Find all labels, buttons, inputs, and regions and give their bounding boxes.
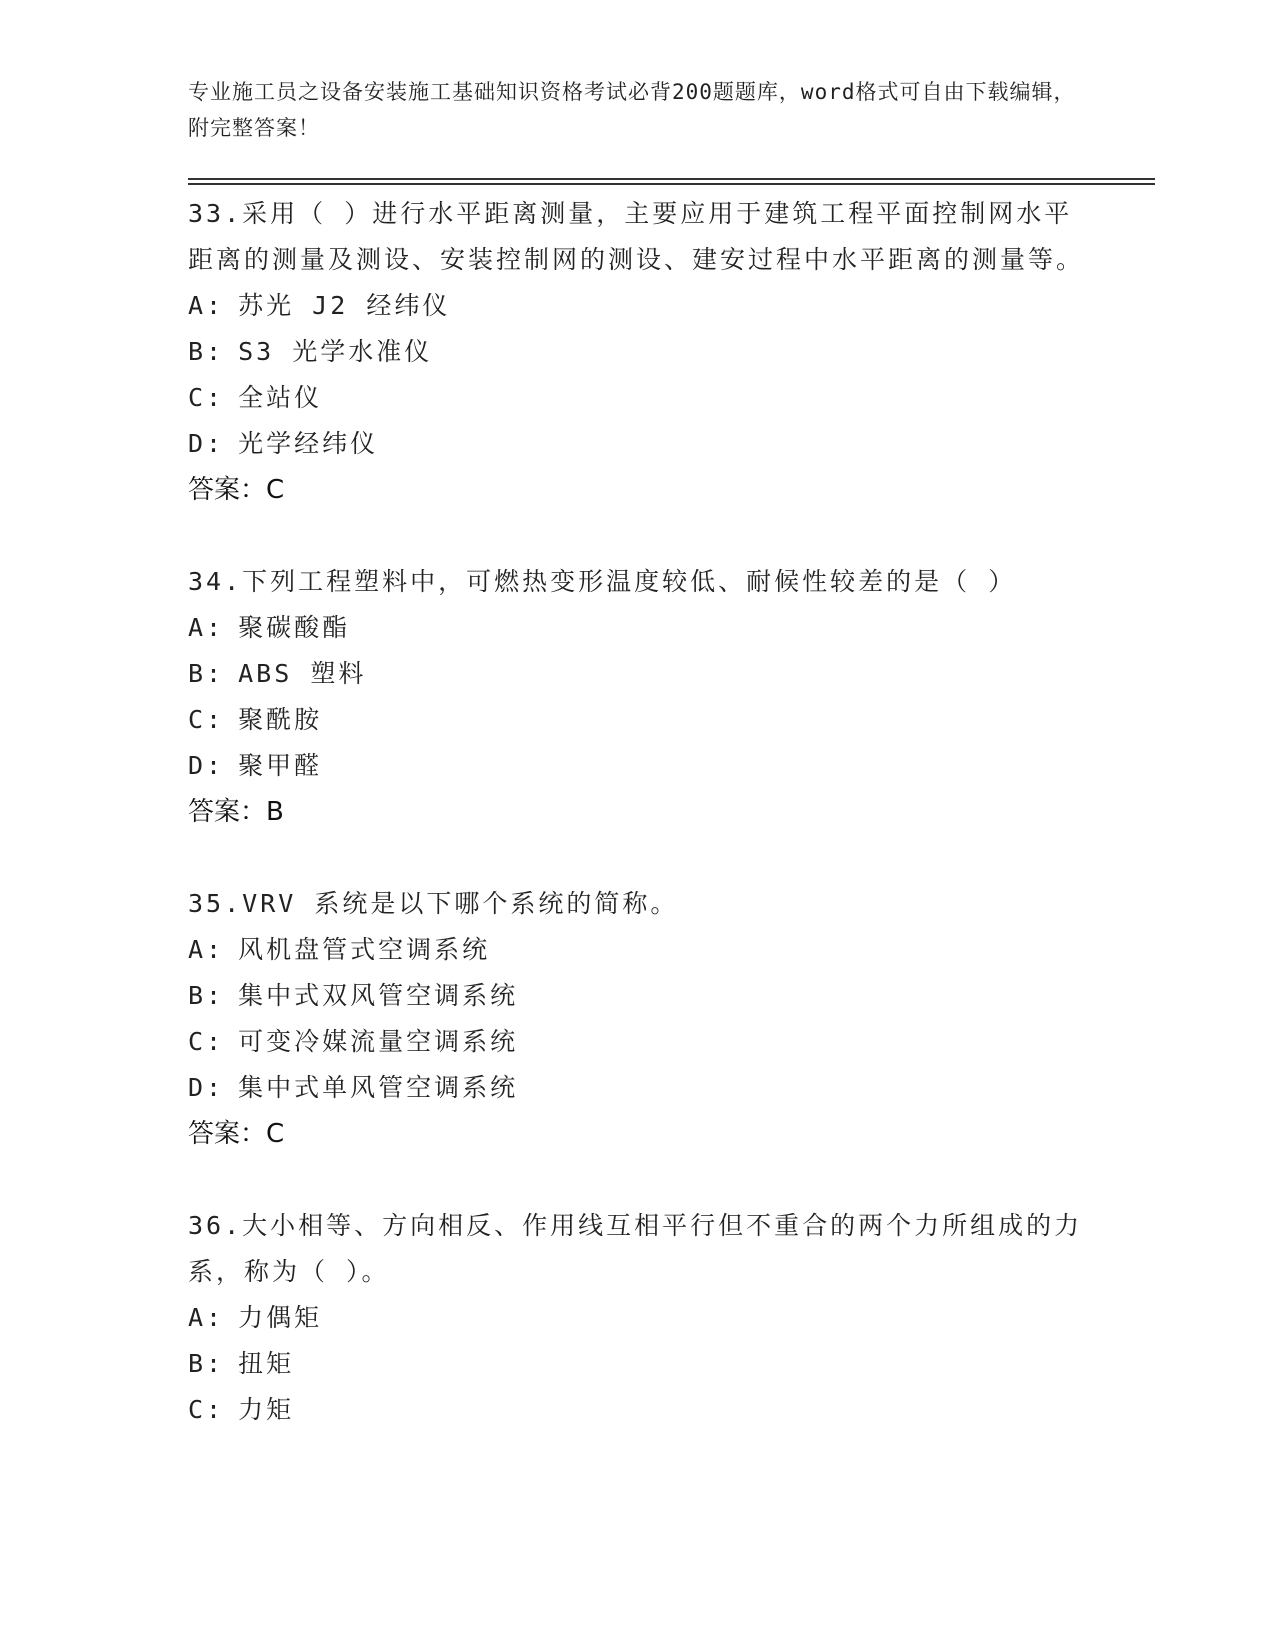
option-text: 苏光 J2 经纬仪 xyxy=(238,291,451,320)
option-c xyxy=(188,1019,1088,1065)
option-text: 集中式单风管空调系统 xyxy=(238,1073,519,1102)
option-a xyxy=(188,1295,1088,1341)
option-b xyxy=(188,651,1088,697)
option-text: 集中式双风管空调系统 xyxy=(238,981,519,1010)
question-36 xyxy=(188,1203,1088,1433)
option-letter: A: xyxy=(188,291,225,320)
question-stem: 34.下列工程塑料中，可燃热变形温度较低、耐候性较差的是（ ） xyxy=(188,567,1017,596)
option-letter: C: xyxy=(188,383,225,412)
question-list xyxy=(188,191,1088,1479)
option-letter: D: xyxy=(188,429,225,458)
option-text: 力偶矩 xyxy=(238,1303,323,1332)
option-letter: A: xyxy=(188,1303,225,1332)
document-header: 专业施工员之设备安装施工基础知识资格考试必背200题题库，word格式可自由下载编辑，附完整答案！ xyxy=(188,80,1076,140)
option-a xyxy=(188,283,1088,329)
option-text: 聚酰胺 xyxy=(238,705,323,734)
option-text: 光学经纬仪 xyxy=(238,429,379,458)
option-c xyxy=(188,375,1088,421)
option-c xyxy=(188,697,1088,743)
question-33 xyxy=(188,191,1088,513)
header-divider-top xyxy=(188,178,1155,180)
option-c xyxy=(188,1387,1088,1433)
question-35 xyxy=(188,881,1088,1157)
option-d xyxy=(188,743,1088,789)
question-34 xyxy=(188,559,1088,835)
option-text: 力矩 xyxy=(238,1395,295,1424)
option-text: 风机盘管式空调系统 xyxy=(238,935,491,964)
option-text: 扭矩 xyxy=(238,1349,295,1378)
option-letter: B: xyxy=(188,981,225,1010)
answer-line: 答案：C xyxy=(188,475,285,505)
option-letter: B: xyxy=(188,337,225,366)
option-letter: B: xyxy=(188,659,225,688)
option-letter: C: xyxy=(188,1395,225,1424)
option-b xyxy=(188,973,1088,1019)
option-letter: D: xyxy=(188,1073,225,1102)
option-letter: C: xyxy=(188,1027,225,1056)
option-letter: A: xyxy=(188,613,225,642)
option-letter: B: xyxy=(188,1349,225,1378)
option-letter: D: xyxy=(188,751,225,780)
option-b xyxy=(188,329,1088,375)
option-text: S3 光学水准仪 xyxy=(238,337,433,366)
answer-line: 答案：C xyxy=(188,1119,285,1149)
option-letter: A: xyxy=(188,935,225,964)
question-stem: 35.VRV 系统是以下哪个系统的简称。 xyxy=(188,889,679,918)
option-a xyxy=(188,927,1088,973)
option-text: 全站仪 xyxy=(238,383,323,412)
header-divider-bottom xyxy=(188,183,1155,185)
option-d xyxy=(188,421,1088,467)
option-text: 可变冷媒流量空调系统 xyxy=(238,1027,519,1056)
option-text: 聚甲醛 xyxy=(238,751,323,780)
option-letter: C: xyxy=(188,705,225,734)
question-stem: 33.采用（ ）进行水平距离测量，主要应用于建筑工程平面控制网水平距离的测量及测设、安装控制网的测设、建安过程中水平距离的测量等。 xyxy=(188,199,1085,274)
option-a xyxy=(188,605,1088,651)
answer-line: 答案：B xyxy=(188,797,284,827)
option-d xyxy=(188,1065,1088,1111)
question-stem: 36.大小相等、方向相反、作用线互相平行但不重合的两个力所组成的力系，称为（ ）。 xyxy=(188,1211,1083,1286)
option-b xyxy=(188,1341,1088,1387)
option-text: ABS 塑料 xyxy=(238,659,367,688)
option-text: 聚碳酸酯 xyxy=(238,613,351,642)
